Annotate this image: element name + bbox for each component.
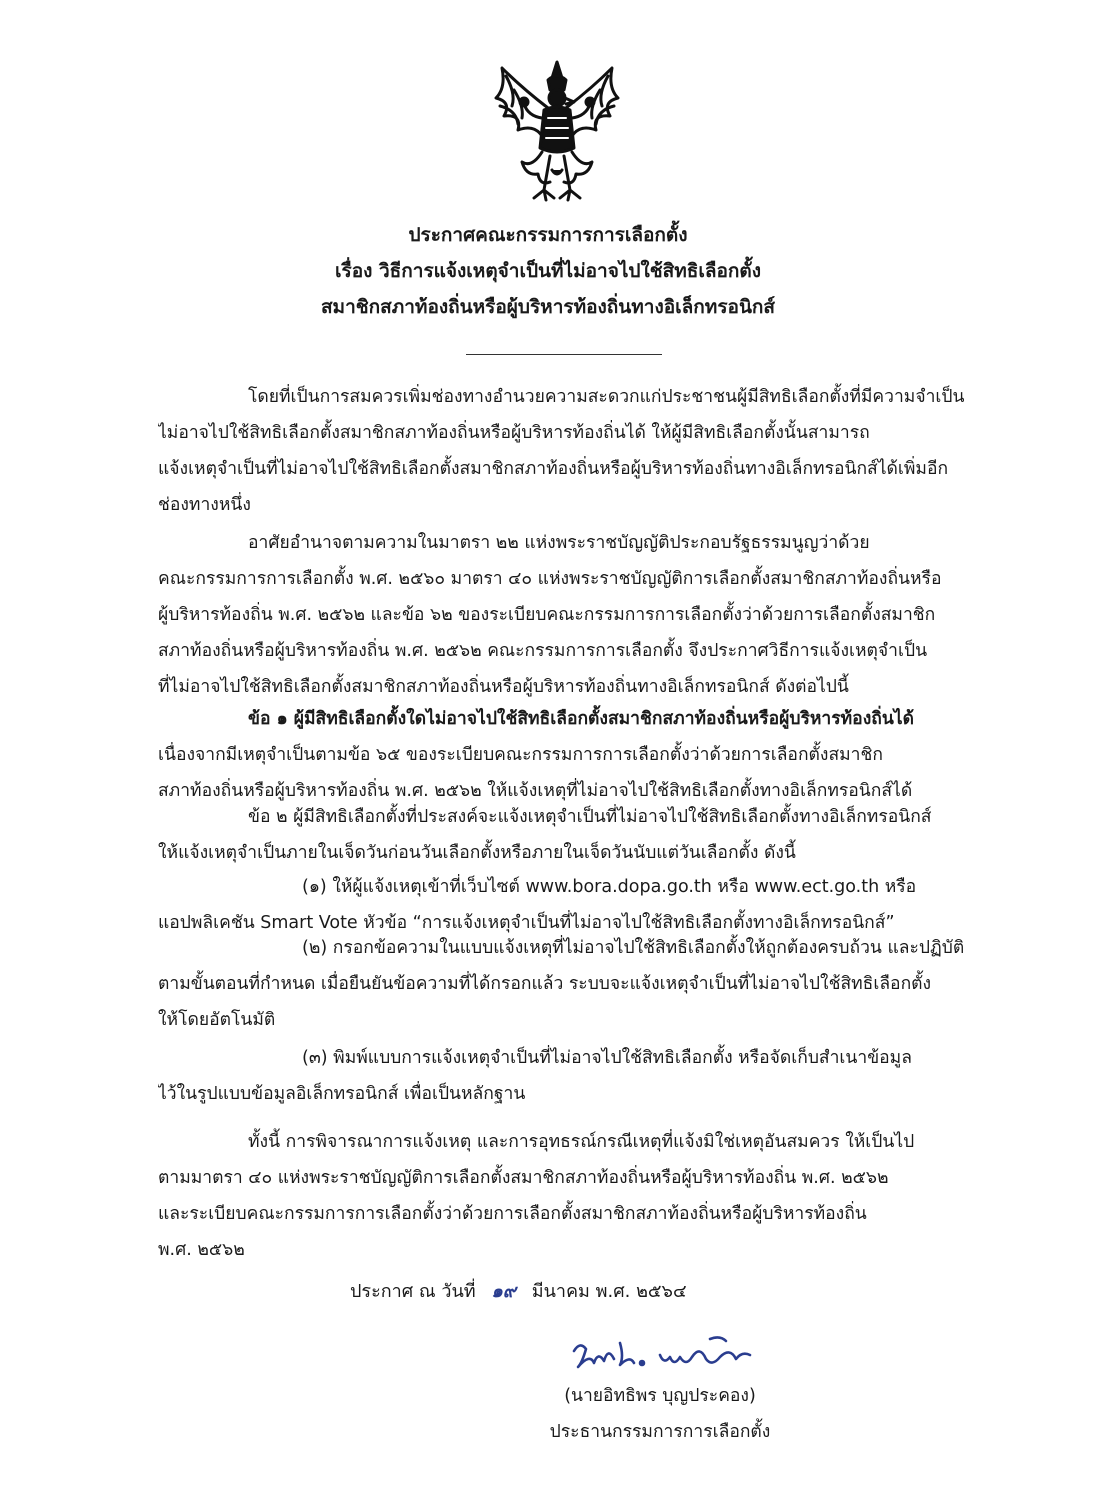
signatory-title: ประธานกรรมการการเลือกตั้ง [549,1422,771,1442]
title-divider [466,354,662,355]
text-line: (๓) พิมพ์แบบการแจ้งเหตุจำเป็นที่ไม่อาจไปใช้สิทธิเลือกตั้ง หรือจัดเก็บสำเนาข้อมูล [302,1048,912,1068]
text-line: ตามมาตรา ๔๐ แห่งพระราชบัญญัติการเลือกตั้งสมาชิกสภาท้องถิ่นหรือผู้บริหารท้องถิ่น พ.ศ. ๒๕๖๒ [158,1168,889,1188]
text-line: โดยที่เป็นการสมควรเพิ่มช่องทางอำนวยความสะดวกแก่ประชาชนผู้มีสิทธิเลือกตั้งที่มีความจำเป็น [248,387,965,407]
text-line: (๑) ให้ผู้แจ้งเหตุเข้าที่เว็บไซต์ www.bora.dopa.go.th หรือ www.ect.go.th หรือ [302,877,917,897]
text-line: สภาท้องถิ่นหรือผู้บริหารท้องถิ่น พ.ศ. ๒๕๖๒ คณะกรรมการการเลือกตั้ง จึงประกาศวิธีการแจ้งเหตุจำเป็น [158,641,928,661]
announcement-subject-cont: สมาชิกสภาท้องถิ่นหรือผู้บริหารท้องถิ่นทางอิเล็กทรอนิกส์ [320,296,776,318]
text-line: ผู้บริหารท้องถิ่น พ.ศ. ๒๕๖๒ และข้อ ๖๒ ของระเบียบคณะกรรมการการเลือกตั้งว่าด้วยการเลือกตั้งสมาชิก [158,605,936,625]
text-line: ที่ไม่อาจไปใช้สิทธิเลือกตั้งสมาชิกสภาท้องถิ่นหรือผู้บริหารท้องถิ่นทางอิเล็กทรอนิกส์ ดังต่อไปนี้ [158,677,849,697]
date-month-year: มีนาคม พ.ศ. ๒๕๖๔ [531,1281,687,1302]
item-2 [158,930,986,1038]
text-line: ทั้งนี้ การพิจารณาการแจ้งเหตุ และการอุทธรณ์กรณีเหตุที่แจ้งมิใช่เหตุอันสมควร ให้เป็นไป [248,1132,915,1152]
text-line: คณะกรรมการการเลือกตั้ง พ.ศ. ๒๕๖๐ มาตรา ๔๐ แห่งพระราชบัญญัติการเลือกตั้งสมาชิกสภาท้องถิ่นหรือ [158,569,942,589]
text-line: ข้อ ๑ ผู้มีสิทธิเลือกตั้งใดไม่อาจไปใช้สิทธิเลือกตั้งสมาชิกสภาท้องถิ่นหรือผู้บริหารท้องถิ่นได้ [248,709,914,729]
text-line: ไม่อาจไปใช้สิทธิเลือกตั้งสมาชิกสภาท้องถิ่นหรือผู้บริหารท้องถิ่นได้ ให้ผู้มีสิทธิเลือกตั้งนั้นสามารถ [158,423,870,443]
signatory-name: (นายอิทธิพร บุญประคอง) [564,1386,756,1406]
text-line: ไว้ในรูปแบบข้อมูลอิเล็กทรอนิกส์ เพื่อเป็นหลักฐาน [158,1084,526,1104]
clause-1 [158,701,986,809]
text-line: ช่องทางหนึ่ง [158,495,251,515]
date-day: ๑๙ [491,1281,516,1302]
text-line: ข้อ ๒ ผู้มีสิทธิเลือกตั้งที่ประสงค์จะแจ้งเหตุจำเป็นที่ไม่อาจไปใช้สิทธิเลือกตั้งทางอิเล็กทรอนิกส์ [248,807,932,827]
text-line: แอปพลิเคชัน Smart Vote หัวข้อ “การแจ้งเหตุจำเป็นที่ไม่อาจไปใช้สิทธิเลือกตั้งทางอิเล็กทรอนิกส์” [158,913,895,933]
text-line: ให้โดยอัตโนมัติ [158,1010,276,1030]
text-line: เนื่องจากมีเหตุจำเป็นตามข้อ ๖๕ ของระเบียบคณะกรรมการการเลือกตั้งว่าด้วยการเลือกตั้งสมาชิก [158,745,883,765]
text-line: แจ้งเหตุจำเป็นที่ไม่อาจไปใช้สิทธิเลือกตั้งสมาชิกสภาท้องถิ่นหรือผู้บริหารท้องถิ่นทางอิเล็กทรอนิกส์ได้เพิ่มอีก [158,459,949,479]
paragraph-authority [158,525,986,705]
announcement-title: ประกาศคณะกรรมการการเลือกตั้ง [408,224,688,246]
text-line: (๒) กรอกข้อความในแบบแจ้งเหตุที่ไม่อาจไปใช้สิทธิเลือกตั้งให้ถูกต้องครบถ้วน และปฏิบัติ [302,938,965,958]
announcement-subject: เรื่อง วิธีการแจ้งเหตุจำเป็นที่ไม่อาจไปใช้สิทธิเลือกตั้ง [335,260,761,282]
text-line: ตามขั้นตอนที่กำหนด เมื่อยืนยันข้อความที่ได้กรอกแล้ว ระบบจะแจ้งเหตุจำเป็นที่ไม่อาจไปใช้สิทธิเลือกตั้ง [158,974,932,994]
item-3 [158,1040,986,1112]
text-line: สภาท้องถิ่นหรือผู้บริหารท้องถิ่น พ.ศ. ๒๕๖๒ ให้แจ้งเหตุที่ไม่อาจไปใช้สิทธิเลือกตั้งทางอิเล็กทรอนิกส์ได้ [158,781,913,801]
text-line: ให้แจ้งเหตุจำเป็นภายในเจ็ดวันก่อนวันเลือกตั้งหรือภายในเจ็ดวันนับแต่วันเลือกตั้ง ดังนี้ [158,843,796,863]
paragraph-final [158,1124,986,1268]
announcement-date [350,1275,687,1309]
clause-2 [158,799,986,871]
text-line: พ.ศ. ๒๕๖๒ [158,1240,245,1260]
text-line: อาศัยอำนาจตามความในมาตรา ๒๒ แห่งพระราชบัญญัติประกอบรัฐธรรมนูญว่าด้วย [248,533,870,553]
date-prefix: ประกาศ ณ วันที่ [350,1281,476,1302]
garuda-emblem-icon [482,58,632,208]
handwritten-signature [560,1333,780,1383]
paragraph-preamble [158,379,986,523]
text-line: และระเบียบคณะกรรมการการเลือกตั้งว่าด้วยการเลือกตั้งสมาชิกสภาท้องถิ่นหรือผู้บริหารท้องถิ่น [158,1204,867,1224]
